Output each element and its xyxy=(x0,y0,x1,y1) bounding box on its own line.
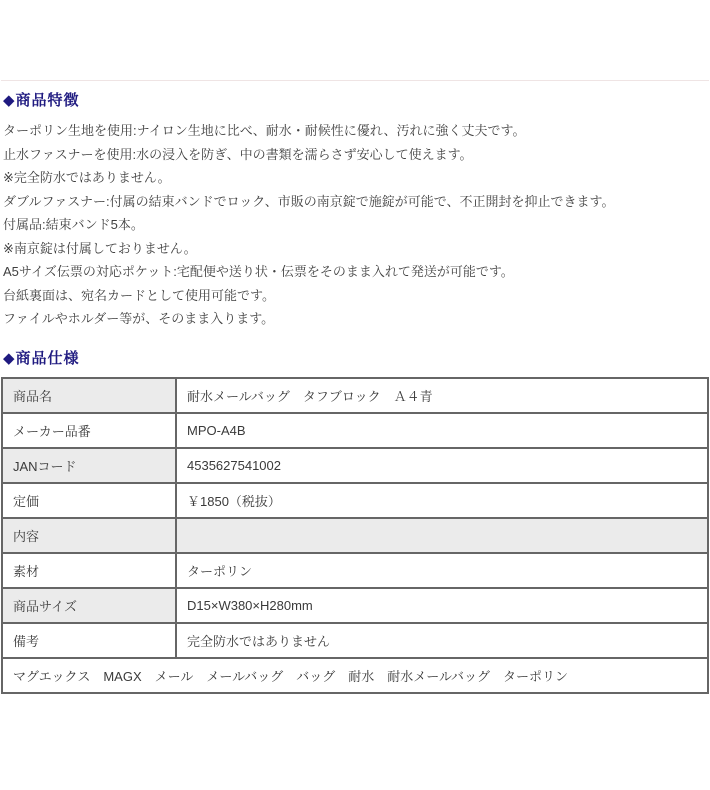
section-divider xyxy=(1,80,709,81)
feature-line: ファイルやホルダー等が、そのまま入ります。 xyxy=(3,311,275,326)
spec-value: 4535627541002 xyxy=(176,448,708,483)
feature-line: ※完全防水ではありません。 xyxy=(3,170,171,185)
product-description-page xyxy=(0,80,710,694)
feature-line: 止水ファスナーを使用:水の浸入を防ぎ、中の書類を濡らさず安心して使えます。 xyxy=(3,146,473,162)
spec-value: MPO-A4B xyxy=(176,413,708,448)
table-row xyxy=(2,378,708,413)
spec-table xyxy=(1,377,709,694)
features-text-block xyxy=(3,119,709,331)
search-keywords: マグエックス MAGX メール メールバッグ バッグ 耐水 耐水メールバッグ ターポリン xyxy=(2,658,708,693)
feature-line: ターポリン生地を使用:ナイロン生地に比べ、耐水・耐候性に優れ、汚れに強く丈夫です。 xyxy=(3,123,526,138)
spec-label: メーカー品番 xyxy=(2,413,176,448)
table-row xyxy=(2,413,708,448)
features-heading: ◆商品特徴 xyxy=(3,92,80,109)
spec-label: 商品名 xyxy=(2,378,176,413)
feature-line: ※南京錠は付属しておりません。 xyxy=(3,240,197,256)
table-row xyxy=(2,448,708,483)
spec-value: 完全防水ではありません xyxy=(176,623,708,658)
spec-label: JANコード xyxy=(2,448,176,483)
keywords-row xyxy=(2,658,708,693)
spec-value: 耐水メールバッグ タフブロック Ａ４青 xyxy=(176,378,708,413)
spec-label: 商品サイズ xyxy=(2,588,176,623)
spec-label: 素材 xyxy=(2,553,176,588)
table-row xyxy=(2,588,708,623)
table-row xyxy=(2,518,708,553)
spec-value: ￥1850（税抜） xyxy=(176,483,708,518)
feature-line: A5サイズ伝票の対応ポケット:宅配便や送り状・伝票をそのまま入れて発送が可能です。 xyxy=(3,264,514,279)
spec-value: ターポリン xyxy=(176,553,708,588)
spec-label: 内容 xyxy=(2,518,176,553)
spec-label: 定価 xyxy=(2,483,176,518)
spec-label: 備考 xyxy=(2,623,176,658)
table-row xyxy=(2,483,708,518)
feature-line: 付属品:結束バンド5本。 xyxy=(3,217,144,232)
table-row xyxy=(2,553,708,588)
spec-value: D15×W380×H280mm xyxy=(176,588,708,623)
feature-line: 台紙裏面は、宛名カードとして使用可能です。 xyxy=(3,287,275,303)
spec-value xyxy=(176,518,708,553)
specs-heading: ◆商品仕様 xyxy=(3,349,80,367)
feature-line: ダブルファスナー:付属の結束バンドでロック、市販の南京錠で施錠が可能で、不正開封を抑止できます。 xyxy=(3,193,615,209)
table-row xyxy=(2,623,708,658)
